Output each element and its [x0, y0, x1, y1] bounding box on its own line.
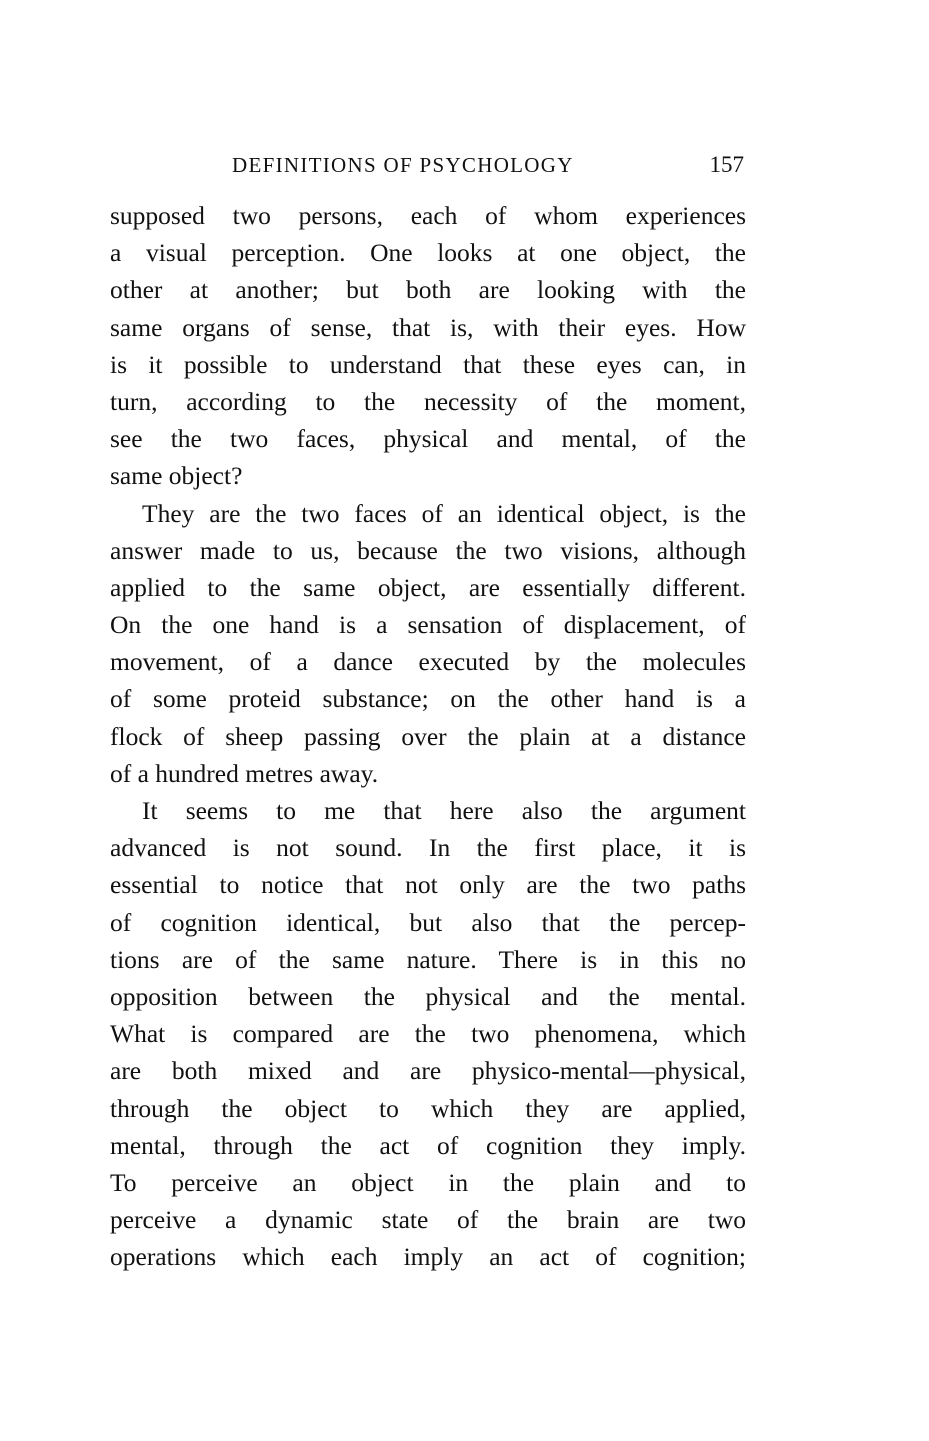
page-number: 157	[709, 152, 744, 177]
running-head	[110, 150, 746, 180]
text-line: They are the two faces of an identical object, is the	[142, 498, 746, 528]
text-line: a visual perception. One looks at one object, the	[110, 238, 746, 268]
text-line: other at another; but both are looking with the	[110, 275, 746, 305]
text-line: tions are of the same nature. There is in this no	[110, 944, 746, 974]
text-line: applied to the same object, are essentially different.	[110, 572, 746, 602]
text-line: movement, of a dance executed by the molecules	[110, 647, 746, 677]
text-line: supposed two persons, each of whom experiences	[110, 201, 746, 230]
paragraph-1	[110, 197, 746, 495]
text-line: advanced is not sound. In the first place, it is	[110, 833, 746, 863]
text-line: see the two faces, physical and mental, of the	[110, 424, 746, 454]
text-line: same object?	[110, 461, 243, 491]
running-title: DEFINITIONS OF PSYCHOLOGY	[232, 153, 574, 177]
text-line: essential to notice that not only are the two paths	[110, 870, 746, 900]
text-line: of some proteid substance; on the other hand is a	[110, 684, 746, 714]
text-line: It seems to me that here also the argument	[142, 796, 746, 825]
paragraph-3	[110, 792, 746, 1275]
text-line: answer made to us, because the two visions, although	[110, 535, 746, 565]
body-text	[110, 197, 746, 1275]
text-line: of a hundred metres away.	[110, 758, 379, 788]
text-line: is it possible to understand that these eyes can, in	[110, 349, 746, 379]
text-line: perceive a dynamic state of the brain are two	[110, 1205, 746, 1235]
text-line: On the one hand is a sensation of displacement, of	[110, 610, 746, 640]
text-line: turn, according to the necessity of the moment,	[110, 386, 746, 416]
text-line: of cognition identical, but also that the percep-	[110, 907, 746, 937]
paragraph-2	[110, 495, 746, 793]
text-line: through the object to which they are applied,	[110, 1093, 746, 1123]
text-line: flock of sheep passing over the plain at a distance	[110, 721, 746, 751]
text-line: What is compared are the two phenomena, which	[110, 1019, 746, 1049]
text-line: operations which each imply an act of cognition;	[110, 1242, 746, 1272]
text-line: opposition between the physical and the mental.	[110, 981, 746, 1011]
text-line: To perceive an object in the plain and to	[110, 1167, 746, 1197]
text-line: mental, through the act of cognition they imply.	[110, 1130, 746, 1160]
text-line: are both mixed and are physico-mental—physical,	[110, 1056, 746, 1086]
text-line: same organs of sense, that is, with their eyes. How	[110, 312, 746, 342]
